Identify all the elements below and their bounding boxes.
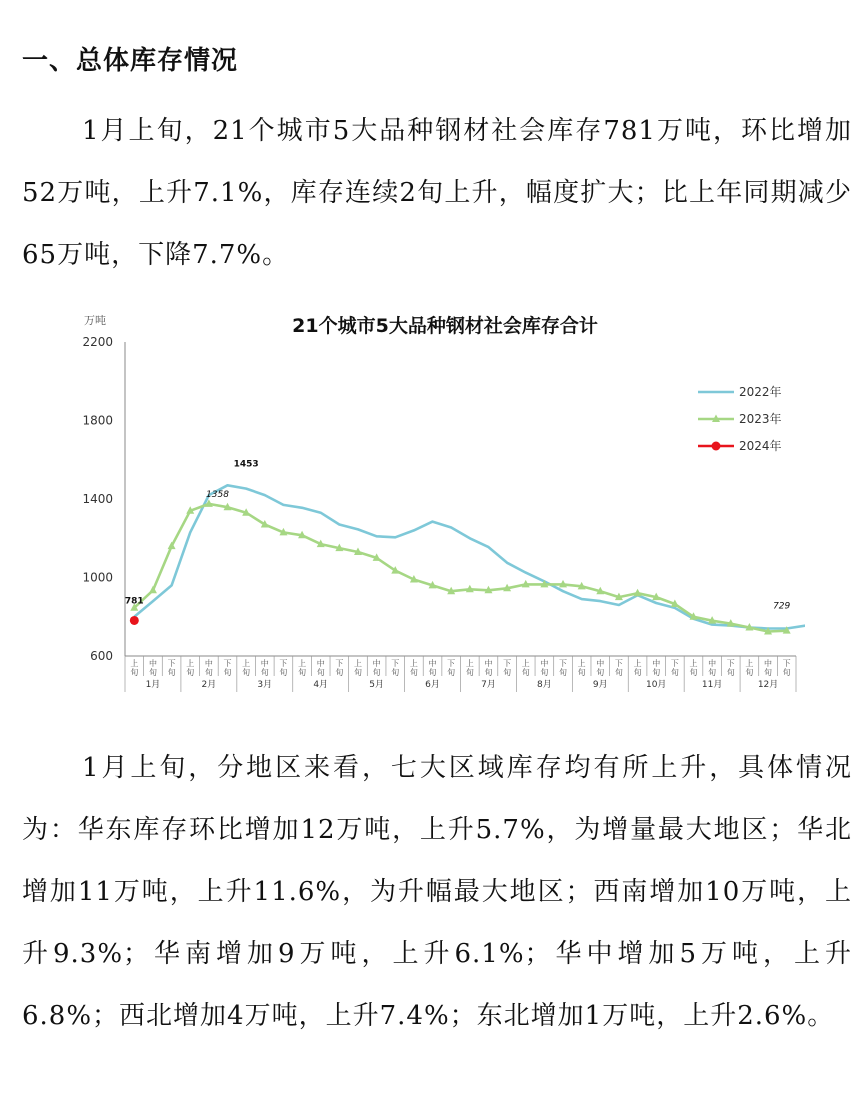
data-point <box>655 602 657 604</box>
data-labels <box>125 460 791 612</box>
data-point <box>634 589 642 597</box>
x-tick-label: 中旬 <box>148 659 157 677</box>
legend-label: 2023年 <box>739 412 782 426</box>
data-point <box>170 584 172 586</box>
series-line-2023年 <box>134 504 786 632</box>
data-point <box>450 526 452 528</box>
x-tick-label: 中旬 <box>596 659 605 677</box>
data-point <box>394 536 396 538</box>
x-tick-label: 中旬 <box>316 659 325 677</box>
data-label: 781 <box>124 596 144 607</box>
data-point <box>338 523 340 525</box>
legend-label: 2024年 <box>739 439 782 453</box>
x-tick-label: 中旬 <box>540 659 549 677</box>
x-month-label: 3月 <box>257 680 273 690</box>
x-month-label: 2月 <box>201 680 217 690</box>
inventory-line-chart <box>60 300 805 705</box>
x-tick-label: 中旬 <box>204 659 213 677</box>
data-point <box>562 590 564 592</box>
x-month-label: 11月 <box>701 680 723 690</box>
data-point <box>130 616 139 625</box>
data-point <box>674 607 676 609</box>
x-tick-label: 下旬 <box>670 659 679 677</box>
data-point <box>375 535 377 537</box>
data-point <box>245 487 247 489</box>
x-tick-label: 上旬 <box>242 659 251 677</box>
x-tick-label: 下旬 <box>391 659 400 677</box>
x-tick-label: 下旬 <box>223 659 232 677</box>
series-line-2022年 <box>134 485 805 628</box>
x-tick-label: 下旬 <box>503 659 512 677</box>
y-tick-label: 2200 <box>82 335 113 349</box>
y-tick-label: 600 <box>90 649 113 663</box>
x-axis <box>125 656 796 692</box>
paragraph-regional-inventory: 1月上旬，分地区来看，七大区域库存均有所上升，具体情况为：华东库存环比增加12万吨，上升5.7%，为增量最大地区；华北增加11万吨，上升11.6%，为升幅最大地区；西南增加10万吨，上升9.3%；华南增加9万吨，上升6.1%；华中增加5万吨，上升6.8%；西北增加4万吨，上升7.4%；东北增加1万吨，上升2.6%。 <box>22 753 852 1031</box>
data-point <box>711 623 713 625</box>
x-tick-label: 上旬 <box>633 659 642 677</box>
data-point <box>618 604 620 606</box>
series-layer <box>130 484 805 634</box>
x-tick-label: 下旬 <box>782 659 791 677</box>
data-point <box>599 600 601 602</box>
x-tick-label: 下旬 <box>559 659 568 677</box>
data-point <box>264 494 266 496</box>
x-tick-label: 上旬 <box>130 659 139 677</box>
x-tick-label: 上旬 <box>353 659 362 677</box>
x-month-label: 4月 <box>313 680 329 690</box>
x-month-label: 1月 <box>145 680 161 690</box>
data-point <box>525 571 527 573</box>
data-point <box>431 520 433 522</box>
x-tick-label: 中旬 <box>428 659 437 677</box>
legend-label: 2022年 <box>739 385 782 399</box>
x-tick-label: 下旬 <box>447 659 456 677</box>
x-month-label: 7月 <box>481 680 496 690</box>
data-label: 1358 <box>206 490 229 501</box>
y-tick-label: 1000 <box>82 570 113 585</box>
x-month-label: 8月 <box>537 680 552 690</box>
y-axis-unit-label: 万吨 <box>84 314 106 327</box>
section-heading: 一、总体库存情况 <box>22 46 239 76</box>
x-month-label: 10月 <box>645 680 667 690</box>
x-tick-label: 下旬 <box>726 659 735 677</box>
x-month-label: 9月 <box>592 680 608 690</box>
x-tick-label: 上旬 <box>577 659 586 677</box>
x-tick-label: 下旬 <box>167 659 176 677</box>
x-tick-label: 下旬 <box>335 659 344 677</box>
x-tick-label: 中旬 <box>260 659 269 677</box>
data-point <box>189 531 191 533</box>
x-tick-label: 上旬 <box>409 659 418 677</box>
data-point <box>320 512 322 514</box>
data-point <box>301 507 303 509</box>
x-tick-label: 上旬 <box>521 659 530 677</box>
x-tick-label: 中旬 <box>764 659 773 677</box>
data-label: 1453 <box>233 459 259 470</box>
x-tick-label: 上旬 <box>465 659 474 677</box>
x-tick-label: 下旬 <box>614 659 623 677</box>
data-point <box>357 528 359 530</box>
data-point <box>413 529 415 531</box>
x-month-label: 6月 <box>425 680 440 690</box>
x-tick-label: 中旬 <box>652 659 661 677</box>
x-tick-label: 中旬 <box>372 659 381 677</box>
x-month-label: 5月 <box>369 680 384 690</box>
chart-legend <box>698 384 782 453</box>
data-point <box>580 598 582 600</box>
y-axis-ticks <box>82 335 125 663</box>
x-tick-label: 上旬 <box>745 659 754 677</box>
data-point <box>152 600 154 602</box>
data-point <box>469 537 471 539</box>
paragraph-total-inventory: 1月上旬，21个城市5大品种钢材社会库存781万吨，环比增加52万吨，上升7.1%，库存连续2旬上升，幅度扩大；比上年同期减少65万吨，下降7.7%。 <box>22 116 852 270</box>
data-point <box>487 546 489 548</box>
x-tick-label: 上旬 <box>186 659 195 677</box>
data-label: 729 <box>773 601 791 612</box>
x-tick-label: 中旬 <box>484 659 493 677</box>
x-tick-label: 中旬 <box>708 659 717 677</box>
chart-title: 21个城市5大品种钢材社会库存合计 <box>292 315 598 337</box>
y-tick-label: 1400 <box>82 492 113 506</box>
y-tick-label: 1800 <box>82 413 113 428</box>
x-tick-label: 上旬 <box>689 659 698 677</box>
x-tick-label: 上旬 <box>298 659 307 677</box>
data-point <box>282 504 284 506</box>
data-point <box>506 562 508 564</box>
data-point <box>226 484 228 486</box>
legend-marker <box>712 442 721 451</box>
x-tick-label: 下旬 <box>279 659 288 677</box>
x-month-label: 12月 <box>757 680 779 690</box>
